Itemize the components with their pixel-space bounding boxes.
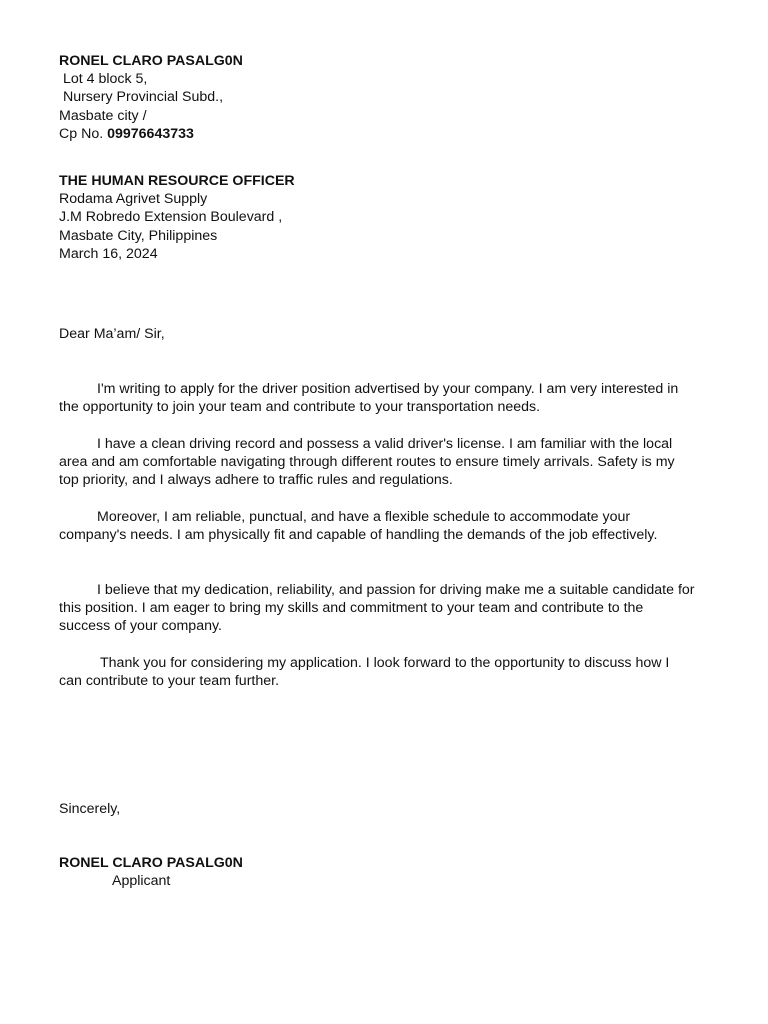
salutation (59, 325, 699, 343)
letter-date: March 16, 2024 (59, 245, 158, 262)
signature-block (59, 854, 699, 890)
sender-block (59, 52, 699, 143)
salutation-text: Dear Ma’am/ Sir, (59, 326, 165, 342)
recipient-block (59, 172, 699, 263)
recipient-title: THE HUMAN RESOURCE OFFICER (59, 173, 295, 189)
sender-address-line3: Masbate city / (59, 107, 147, 124)
body-paragraph-5: Thank you for considering my application. I look forward to the opportunity to discuss how I can contribute to your team further. (59, 655, 670, 690)
sender-address-line1: Lot 4 block 5, (59, 71, 148, 88)
sender-phone (59, 125, 699, 143)
signer-title: Applicant (112, 873, 171, 890)
sender-name: RONEL CLARO PASALG0N (59, 53, 243, 69)
body-paragraph-1: I'm writing to apply for the driver position advertised by your company. I am very interested in the opportunity to join your team and contribute to your transportation needs. (59, 381, 679, 416)
signer-name: RONEL CLARO PASALG0N (59, 855, 243, 871)
valediction-text: Sincerely, (59, 801, 121, 817)
body-paragraph-2: I have a clean driving record and possess a valid driver's license. I am familiar with the local area and am comfortable navigating through different routes to ensure timely arrivals. Safety is my top priority, and I always adhere to traffic rules and regulations. (59, 436, 675, 489)
closing-valediction (59, 800, 699, 818)
phone-number: 09976643733 (107, 125, 194, 142)
recipient-company: Rodama Agrivet Supply (59, 191, 208, 208)
body-paragraph-3: Moreover, I am reliable, punctual, and have a flexible schedule to accommodate your company's needs. I am physically fit and capable of handling the demands of the job effectively. (59, 509, 658, 544)
phone-label: Cp No. (59, 125, 108, 142)
recipient-city: Masbate City, Philippines (59, 227, 218, 244)
body-paragraph-4: I believe that my dedication, reliability, and passion for driving make me a suitable candidate for this position. I am eager to bring my skills and commitment to your team and contribute to the success of your company. (59, 582, 695, 635)
recipient-street: J.M Robredo Extension Boulevard , (59, 209, 283, 226)
sender-address-line2: Nursery Provincial Subd., (59, 89, 224, 106)
